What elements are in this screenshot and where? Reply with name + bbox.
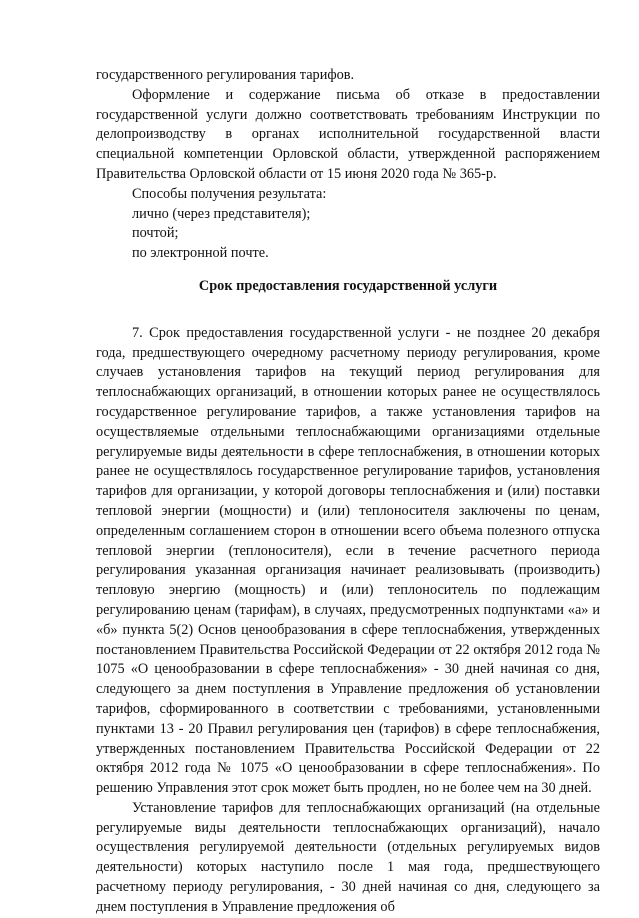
text-line-top: государственного регулирования тарифов. [96,67,355,83]
methods-title: Способы получения результата: [132,185,327,202]
method-item-post: почтой; [132,225,179,242]
paragraph-7-term: 7. Срок предоставления государственной услуги - не позднее 20 декабря года, предшествующего очередному расчетному периоду регулирования, кроме случаев установления тарифов на текущий период регулирования для теплоснабжающих организаций, в отношении которых ранее не осуществлялось государственное регулирование тарифов, а также установления тарифов на осуществляемые отдельными теплоснабжающими организациями отдельные регулируемые виды деятельности в сфере теплоснабжения, в отношении которых ранее не осуществлялось государственное регулирование тарифов, установления тарифов для организации, у которой договоры теплоснабжения и (или) поставки тепловой энергии (мощности) и (или) теплоносителя заключены по ценам, определенным соглашением сторон в отношении всего объема полезного отпуска тепловой энергии (теплоносителя), если в течение расчетного периода регулирования указанная организация начинает реализовывать (производить) тепловую энергию (мощность) и (или) теплоноситель по подлежащим регулированию ценам (тарифам), в случаях, предусмотренных подпунктами «а» и «б» пункта 5(2) Основ ценообразования в сфере теплоснабжения, утвержденных постановлением Правительства Российской Федерации от 22 октября 2012 года № 1075 «О ценообразовании в сфере теплоснабжения» - 30 дней начиная со дня, следующего за днем поступления в Управление предложения об установлении тарифов, сформированного в соответствии с требованиями, установленными пунктами 13 - 20 Правил регулирования цен (тарифов) в сфере теплоснабжения, утвержденных постановлением Правительства Российской Федерации от 22 октября 2012 года № 1075 «О ценообразовании в сфере теплоснабжения». По решению Управления этот срок может быть продлен, но не более чем на 30 дней. [96,324,600,797]
document-page [96,66,600,918]
paragraph-refusal-letter: Оформление и содержание письма об отказе в предоставлении государственной услуги должно соответствовать требованиям Инструкции по делопроизводству в органах исполнительной государственной власти специальной компетенции Орловской области, утвержденной распоряжением Правительства Орловской области от 15 июня 2020 года № 365-р. [96,86,600,182]
method-item-in-person: лично (через представителя); [132,205,311,222]
method-item-email: по электронной почте. [132,245,269,262]
paragraph-tariff-setting: Установление тарифов для теплоснабжающих организаций (на отдельные регулируемые виды деятельности теплоснабжающих организаций), начало осуществления регулируемой деятельности (отдельных регулируемых видов деятельности) которых наступило после 1 мая года, предшествующего расчетному периоду регулирования, - 30 дней начиная со дня, следующего за днем поступления в Управление предложения об [96,799,600,915]
section-heading: Срок предоставления государственной услуги [198,277,498,294]
